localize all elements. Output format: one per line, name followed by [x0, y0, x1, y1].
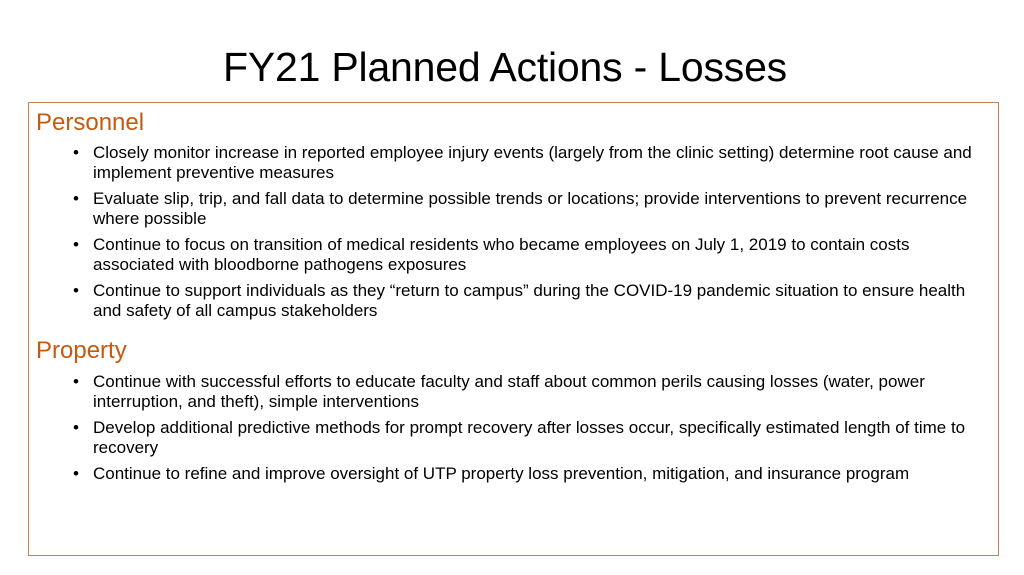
bullet-icon: • [73, 372, 79, 391]
bullet-icon: • [73, 235, 79, 254]
bullet-text: Continue with successful efforts to educate faculty and staff about common perils causing losses (water, power interruption, and theft), simple interventions [93, 372, 925, 411]
property-bullet-list [29, 372, 991, 490]
bullet-icon: • [73, 281, 79, 300]
slide-title: FY21 Planned Actions - Losses [223, 44, 787, 90]
list-item [29, 464, 991, 484]
content-box [28, 102, 999, 556]
bullet-icon: • [73, 464, 79, 483]
bullet-text: Continue to refine and improve oversight of UTP property loss prevention, mitigation, and insurance program [93, 464, 910, 483]
bullet-text: Closely monitor increase in reported employee injury events (largely from the clinic setting) determine root cause and implement preventive measures [93, 143, 972, 182]
list-item [29, 372, 991, 412]
section-heading-property: Property [36, 337, 127, 364]
bullet-icon: • [73, 143, 79, 162]
bullet-text: Evaluate slip, trip, and fall data to determine possible trends or locations; provide interventions to prevent recurrence where possible [93, 189, 968, 228]
list-item [29, 418, 991, 458]
list-item [29, 235, 991, 275]
personnel-bullet-list [29, 143, 991, 327]
list-item [29, 143, 991, 183]
bullet-text: Continue to focus on transition of medical residents who became employees on July 1, 2019 to contain costs associated with bloodborne pathogens exposures [93, 235, 910, 274]
section-heading-personnel: Personnel [36, 109, 145, 136]
bullet-text: Develop additional predictive methods for prompt recovery after losses occur, specifically estimated length of time to recovery [93, 418, 966, 457]
bullet-icon: • [73, 189, 79, 208]
list-item [29, 189, 991, 229]
bullet-icon: • [73, 418, 79, 437]
list-item [29, 281, 991, 321]
bullet-text: Continue to support individuals as they “return to campus” during the COVID-19 pandemic situation to ensure health and safety of all campus stakeholders [93, 281, 966, 320]
